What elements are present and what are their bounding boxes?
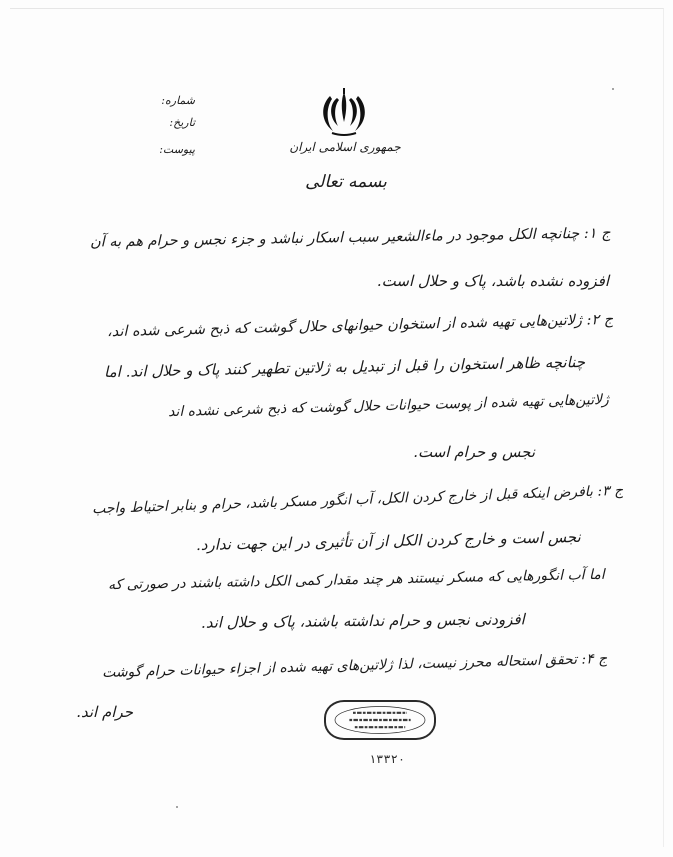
ministry-title: جمهوری اسلامی ایران	[289, 140, 401, 154]
body-line: ج ۲: ژلاتین‌هایی تهیه شده از استخوان حیوانهای حلال گوشت که ذبح شرعی شده اند،	[106, 311, 614, 341]
body-line: افزودنی نجس و حرام نداشته باشند، پاک و حلال اند.	[201, 610, 526, 632]
body-line: ژلاتین‌هایی تهیه شده از پوست حیوانات حلال گوشت که ذبح شرعی نشده اند	[168, 391, 610, 421]
attachment-field-label: پیوست:	[159, 143, 195, 156]
invocation-heading: بسمه تعالی	[305, 172, 387, 192]
number-field-label: شماره:	[161, 94, 195, 107]
national-emblem-icon	[318, 88, 370, 138]
body-line: اما آب انگورهایی که مسکر نیستند هر چند مقدار کمی الکل داشته باشند در صورتی که	[108, 566, 606, 594]
body-line: ج ۴: تحقق استحاله محرز نیست، لذا ژلاتین‌های تهیه شده از اجزاء حیوانات حرام گوشت	[101, 650, 608, 682]
body-line: ج ۱: چنانچه الکل موجود در ماءالشعیر سبب اسکار نباشد و جزء نجس و حرام هم به آن	[90, 225, 612, 251]
body-line: حرام اند.	[76, 703, 133, 721]
body-line: افزوده نشده باشد، پاک و حلال است.	[376, 272, 609, 290]
scan-speck	[176, 806, 178, 808]
office-seal-stamp	[324, 700, 436, 740]
reference-number: ۱۳۳۲۰	[368, 752, 406, 766]
body-line: نجس است و خارج کردن الکل از آن تأثیری در این جهت ندارد.	[196, 527, 582, 555]
body-line: چنانچه ظاهر استخوان را قبل از تبدیل به ژلاتین تطهیر کنند پاک و حلال اند. اما	[103, 352, 586, 382]
date-field-label: تاریخ:	[169, 116, 195, 129]
body-line: ج ۳: بافرض اینکه قبل از خارج کردن الکل، آب انگور مسکر باشد، حرام و بنابر احتیاط واجب	[91, 482, 624, 518]
scan-speck	[612, 88, 614, 90]
body-line: نجس و حرام است.	[413, 443, 535, 461]
